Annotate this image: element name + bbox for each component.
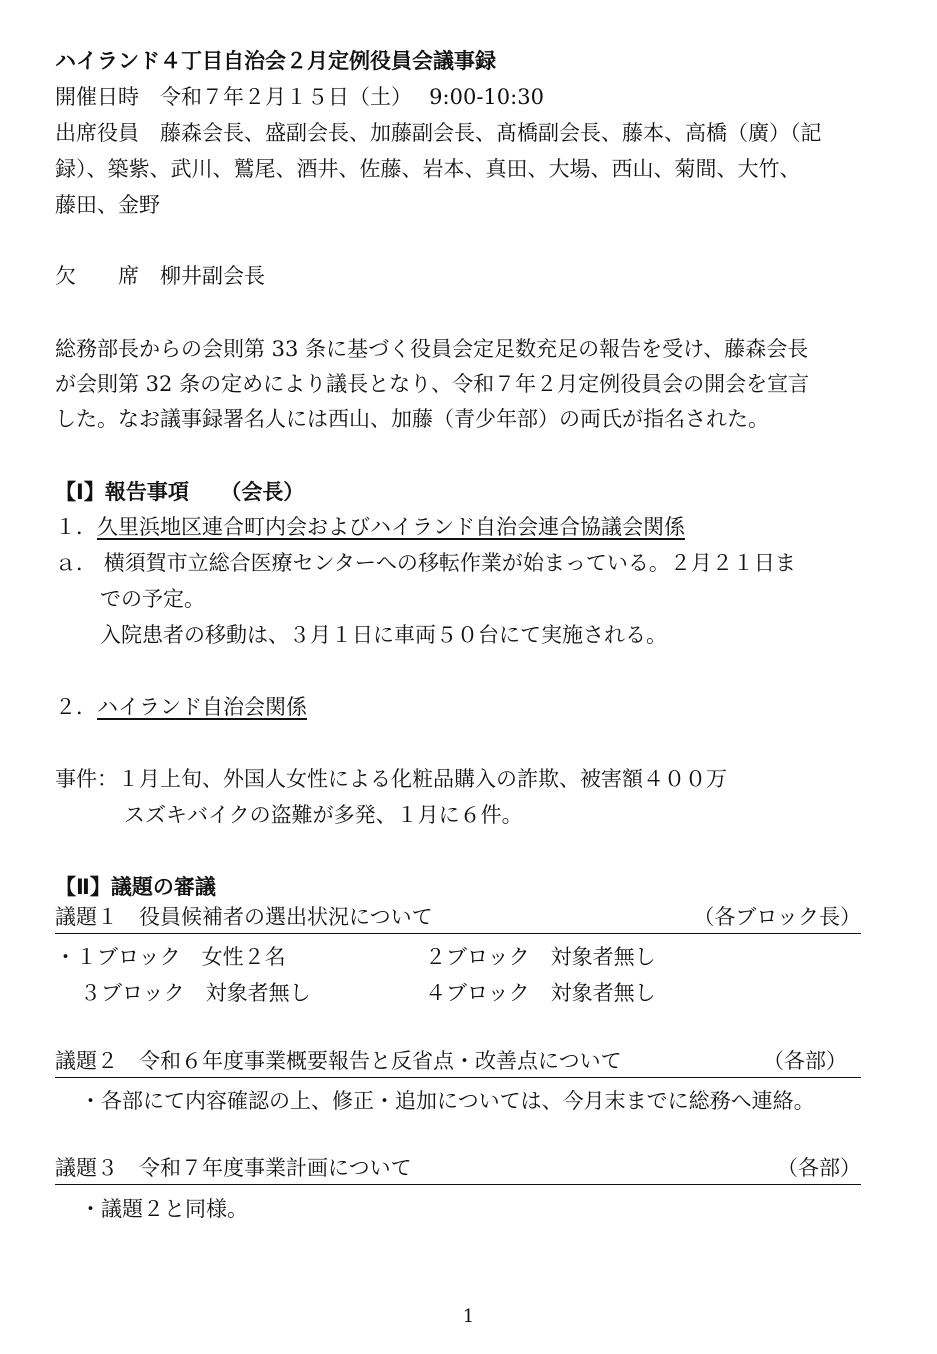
opening-line-3: した。なお議事録署名人には西山、加藤（青少年部）の両氏が指名された。 [55, 407, 769, 431]
opening-line-2: が会則第 32 条の定めにより議長となり、令和７年２月定例役員会の開会を宣言 [55, 372, 810, 396]
agenda3-title: 議題３ 令和７年度事業計画について [55, 1156, 412, 1180]
report-item-2-number: ２． [55, 695, 97, 719]
report-item-1-title: 久里浜地区連合町内会およびハイランド自治会連合協議会関係 [97, 515, 685, 539]
report-item-2-title: ハイランド自治会関係 [97, 695, 307, 719]
agenda1-row-2-col-1: ３ブロック 対象者無し [80, 981, 311, 1005]
opening-line-1: 総務部長からの会則第 33 条に基づく役員会定足数充足の報告を受け、藤森会長 [55, 337, 809, 361]
report-item-1a-line-3: 入院患者の移動は、３月１日に車両５０台にて実施される。 [100, 623, 667, 647]
report-item-1a-line-2: での予定。 [100, 587, 205, 611]
agenda3-owner: （各部） [777, 1156, 861, 1180]
report-item-1a [55, 550, 796, 576]
agenda2-note: ・各部にて内容確認の上、修正・追加については、今月末までに総務へ連絡。 [80, 1089, 815, 1113]
agenda1-row-1-col-1: ・１ブロック 女性２名 [55, 945, 286, 969]
agenda1-owner: （各ブロック長） [693, 905, 861, 929]
report-item-1-number: １． [55, 515, 97, 539]
attendees-line-2: 録）、築紫、武川、鷲尾、酒井、佐藤、岩本、真田、大場、西山、菊間、大竹、 [55, 157, 801, 181]
section1-heading: 【Ⅰ】報告事項 （会長） [55, 480, 305, 504]
agenda3-header [55, 1154, 861, 1185]
report-item-1a-line-1: 横須賀市立総合医療センターへの移転作業が始まっている。２月２１日ま [103, 551, 796, 575]
agenda2-owner: （各部） [763, 1049, 847, 1073]
attendees-line-3: 藤田、金野 [55, 193, 160, 217]
report-item-1 [55, 514, 685, 540]
agenda1-header [55, 903, 861, 934]
agenda3-note: ・議題２と同様。 [80, 1197, 248, 1221]
incident-line-2: スズキバイクの盗難が多発、１月に６件。 [124, 803, 523, 827]
absent-line: 欠 席 柳井副会長 [55, 264, 265, 288]
document-title: ハイランド４丁目自治会２月定例役員会議事録 [55, 49, 496, 73]
agenda2-title: 議題２ 令和６年度事業概要報告と反省点・改善点について [55, 1049, 622, 1073]
attendees-line-1: 出席役員 藤森会長、盛副会長、加藤副会長、髙橋副会長、藤本、高橋（廣）（記 [55, 121, 822, 145]
agenda1-row-2-col-2: ４ブロック 対象者無し [425, 981, 656, 1005]
page-number: 1 [462, 1306, 475, 1327]
meeting-date: 開催日時 令和７年２月１５日（土） 9:00-10:30 [55, 85, 544, 109]
agenda1-title: 議題１ 役員候補者の選出状況について [55, 905, 433, 929]
incident-line-1: 事件：１月上旬、外国人女性による化粧品購入の詐欺、被害額４００万 [55, 767, 727, 791]
section2-heading: 【Ⅱ】議題の審議 [55, 875, 216, 899]
report-item-2 [55, 694, 307, 720]
agenda2-header [55, 1047, 861, 1078]
report-item-1a-number: ａ． [55, 551, 97, 575]
agenda1-row-1-col-2: ２ブロック 対象者無し [425, 945, 656, 969]
